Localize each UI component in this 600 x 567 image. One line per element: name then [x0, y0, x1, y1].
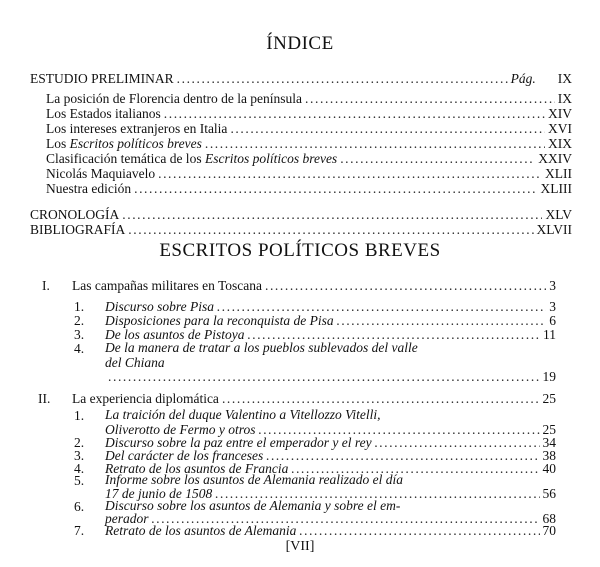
- toc-writing-entry[interactable]: [105, 313, 556, 328]
- toc-subentry[interactable]: [46, 121, 572, 136]
- toc-entry-page: 6: [549, 313, 556, 328]
- toc-entry-page: 38: [542, 448, 556, 463]
- dot-leader: [299, 523, 539, 538]
- dot-leader: [305, 91, 555, 106]
- toc-entry-page: XIX: [548, 136, 572, 151]
- toc-entry-page: IX: [557, 71, 572, 86]
- writings-title: ESCRITOS POLÍTICOS BREVES: [159, 240, 441, 261]
- toc-entry-label: De los asuntos de Pistoya: [105, 327, 245, 342]
- toc-entry-label: La experiencia diplomática: [72, 391, 219, 406]
- dot-leader: [222, 391, 540, 406]
- toc-entry-page: XLV: [545, 207, 572, 222]
- entry-number: 7.: [74, 523, 85, 538]
- entry-number: 3.: [74, 448, 85, 463]
- toc-entry-label: Nuestra edición: [46, 181, 132, 196]
- toc-entry-label: Los Estados italianos: [46, 106, 161, 121]
- toc-entry-label: ESTUDIO PRELIMINAR: [30, 71, 174, 86]
- toc-entry-page: XLVII: [536, 222, 572, 237]
- entry-number: 1.: [74, 408, 85, 423]
- toc-entry-page: 70: [542, 523, 556, 538]
- toc-entry-study[interactable]: [30, 71, 572, 86]
- entry-number: 4.: [74, 341, 85, 356]
- toc-subentry[interactable]: [46, 106, 572, 121]
- toc-entry-label: Las campañas militares en Toscana: [72, 278, 262, 293]
- toc-entry-page: 3: [549, 299, 556, 314]
- page-folio: [VII]: [285, 539, 315, 554]
- dot-leader: [217, 299, 546, 314]
- toc-entry-label: perador: [105, 511, 149, 526]
- label-italic: Escritos políticos breves: [204, 151, 338, 166]
- entry-number: 2.: [74, 313, 85, 328]
- toc-entry-label: [46, 136, 202, 151]
- entry-number: 6.: [74, 499, 85, 514]
- toc-writing-entry[interactable]: [105, 523, 556, 538]
- dot-leader: [230, 121, 545, 136]
- toc-part-2[interactable]: [72, 391, 556, 406]
- toc-subentry[interactable]: [46, 91, 572, 106]
- toc-entry-page: 40: [542, 461, 556, 476]
- label-part: Clasificación temática de los: [46, 151, 205, 166]
- toc-entry-cronologia[interactable]: [30, 207, 572, 222]
- toc-entry-page: XXIV: [538, 151, 572, 166]
- toc-writing-entry-line1[interactable]: La traición del duque Valentino a Vitellozzo Vitelli,: [105, 407, 381, 422]
- toc-entry-bibliografia[interactable]: [30, 222, 572, 237]
- toc-entry-label: BIBLIOGRAFÍA: [30, 222, 126, 237]
- toc-entry-label: Los intereses extranjeros en Italia: [46, 121, 228, 136]
- toc-entry-label: Discurso sobre la paz entre el emperador y el rey: [105, 435, 372, 450]
- toc-entry-label: 17 de junio de 1508: [105, 486, 213, 501]
- toc-entry-page: XLII: [545, 166, 572, 181]
- toc-subentry[interactable]: [46, 136, 572, 151]
- page-prefix: Pág.: [510, 71, 536, 86]
- toc-entry-label: Oliverotto de Fermo y otros: [105, 422, 256, 437]
- toc-subentry[interactable]: [46, 166, 572, 181]
- toc-entry-label: CRONOLOGÍA: [30, 207, 120, 222]
- toc-entry-page: 34: [542, 435, 556, 450]
- toc-writing-entry-line1[interactable]: Informe sobre los asuntos de Alemania realizado el día: [105, 472, 403, 487]
- toc-entry-label: Retrato de los asuntos de Francia: [105, 461, 289, 476]
- toc-part-1[interactable]: [72, 278, 556, 293]
- dot-leader: [340, 151, 535, 166]
- toc-writing-entry[interactable]: [105, 299, 556, 314]
- toc-entry-label: del Chiana: [105, 355, 165, 370]
- toc-entry-page: XIV: [548, 106, 572, 121]
- toc-writing-entry-leader[interactable]: [105, 369, 556, 384]
- label-italic: Escritos políticos breves: [69, 136, 202, 151]
- label-part: Los: [46, 136, 70, 151]
- toc-entry-page: 68: [542, 511, 556, 526]
- toc-entry-page: 3: [549, 278, 556, 293]
- dot-leader: [158, 166, 542, 181]
- toc-entry-page: 56: [542, 486, 556, 501]
- dot-leader: [337, 313, 547, 328]
- toc-entry-page: IX: [557, 91, 572, 106]
- toc-writing-entry[interactable]: [105, 355, 556, 370]
- entry-number: 1.: [74, 299, 85, 314]
- toc-entry-label: Disposiciones para la reconquista de Pisa: [105, 313, 334, 328]
- toc-entry-page: 25: [542, 391, 556, 406]
- toc-writing-entry-line1[interactable]: Discurso sobre los asuntos de Alemania y sobre el em-: [105, 498, 401, 513]
- dot-leader: [122, 207, 542, 222]
- toc-subentry[interactable]: [46, 151, 572, 166]
- toc-entry-label: Del carácter de los franceses: [105, 448, 264, 463]
- toc-entry-label: [46, 151, 337, 166]
- toc-entry-page: 25: [542, 422, 556, 437]
- part-number: I.: [42, 278, 50, 293]
- entry-number: 5.: [74, 473, 85, 488]
- toc-entry-page: 11: [543, 327, 556, 342]
- dot-leader: [177, 71, 508, 86]
- dot-leader: [134, 181, 537, 196]
- entry-number: 3.: [74, 327, 85, 342]
- dot-leader: [108, 369, 540, 384]
- toc-entry-page: 19: [542, 369, 556, 384]
- toc-subentry[interactable]: [46, 181, 572, 196]
- toc-entry-label: Nicolás Maquiavelo: [46, 166, 156, 181]
- toc-entry-label: Discurso sobre Pisa: [105, 299, 215, 314]
- toc-entry-page: XLIII: [540, 181, 572, 196]
- entry-number: 4.: [74, 461, 85, 476]
- toc-entry-page: XVI: [548, 121, 572, 136]
- dot-leader: [265, 278, 546, 293]
- dot-leader: [164, 106, 545, 121]
- toc-writing-entry-line1[interactable]: De la manera de tratar a los pueblos sublevados del valle: [105, 340, 418, 355]
- index-title: ÍNDICE: [266, 33, 334, 54]
- dot-leader: [128, 222, 533, 237]
- entry-number: 2.: [74, 435, 85, 450]
- toc-entry-label: La posición de Florencia dentro de la península: [46, 91, 303, 106]
- toc-entry-label: Retrato de los asuntos de Alemania: [105, 523, 297, 538]
- dot-leader: [205, 136, 545, 151]
- part-number: II.: [38, 391, 51, 406]
